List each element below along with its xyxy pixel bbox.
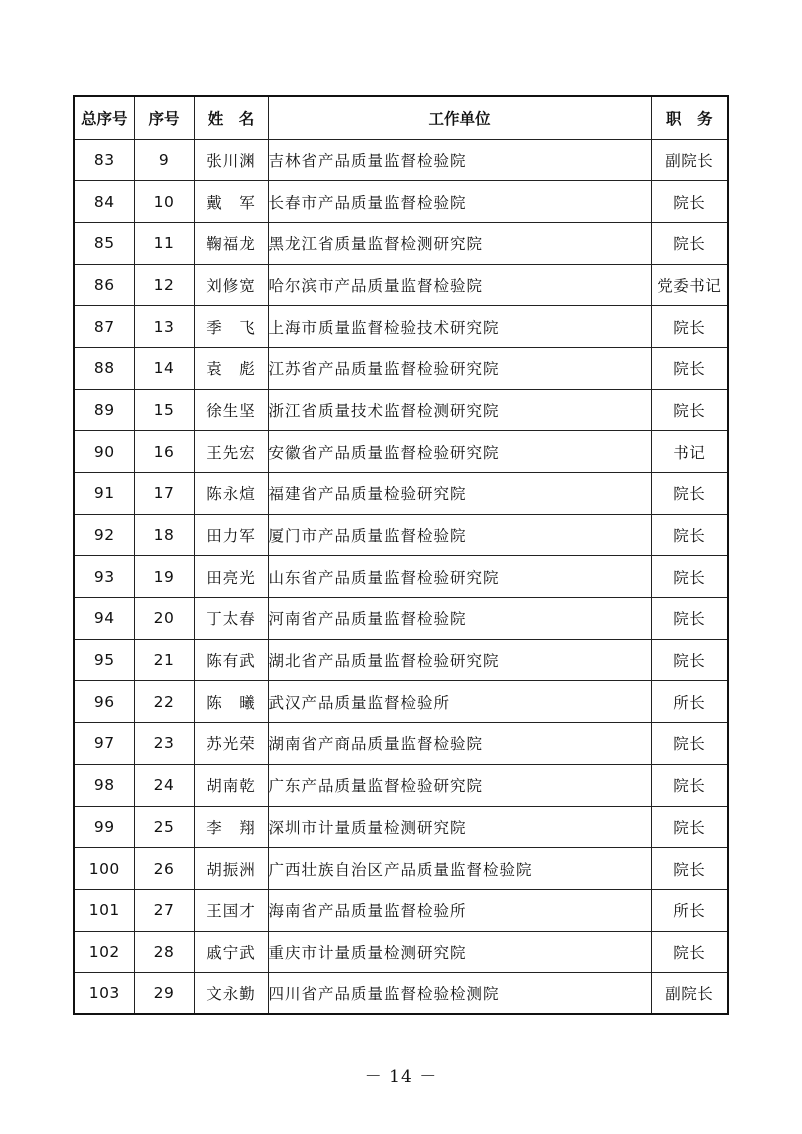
cell-name: 胡南乾: [194, 764, 268, 806]
cell-seq-no: 17: [134, 473, 194, 515]
cell-seq-no: 29: [134, 973, 194, 1015]
roster-table: [73, 95, 729, 1015]
cell-position: 书记: [651, 431, 728, 473]
table-row: [74, 222, 728, 264]
table-row: [74, 764, 728, 806]
cell-seq-no: 25: [134, 806, 194, 848]
cell-seq-no: 21: [134, 639, 194, 681]
cell-position: 院长: [651, 639, 728, 681]
cell-seq-no: 27: [134, 889, 194, 931]
table-row: [74, 806, 728, 848]
table-row: [74, 973, 728, 1015]
table-row: [74, 723, 728, 765]
cell-seq-no: 26: [134, 848, 194, 890]
cell-name: 王先宏: [194, 431, 268, 473]
cell-seq-no: 18: [134, 514, 194, 556]
table-row: [74, 639, 728, 681]
table-row: [74, 347, 728, 389]
cell-seq-no: 16: [134, 431, 194, 473]
cell-name: 田亮光: [194, 556, 268, 598]
cell-seq-no: 23: [134, 723, 194, 765]
cell-seq-no: 11: [134, 222, 194, 264]
cell-total-no: 86: [74, 264, 134, 306]
cell-unit: 广东产品质量监督检验研究院: [268, 764, 651, 806]
cell-position: 院长: [651, 556, 728, 598]
table-row: [74, 931, 728, 973]
header-name: 姓 名: [194, 96, 268, 139]
cell-name: 刘修宽: [194, 264, 268, 306]
cell-total-no: 93: [74, 556, 134, 598]
cell-total-no: 101: [74, 889, 134, 931]
cell-total-no: 84: [74, 181, 134, 223]
table-row: [74, 514, 728, 556]
cell-seq-no: 10: [134, 181, 194, 223]
cell-name: 袁 彪: [194, 347, 268, 389]
cell-unit: 山东省产品质量监督检验研究院: [268, 556, 651, 598]
cell-seq-no: 15: [134, 389, 194, 431]
cell-total-no: 102: [74, 931, 134, 973]
cell-total-no: 89: [74, 389, 134, 431]
cell-unit: 福建省产品质量检验研究院: [268, 473, 651, 515]
cell-total-no: 83: [74, 139, 134, 181]
cell-position: 院长: [651, 473, 728, 515]
header-row: [74, 96, 728, 139]
table-row: [74, 556, 728, 598]
cell-unit: 江苏省产品质量监督检验研究院: [268, 347, 651, 389]
cell-position: 院长: [651, 306, 728, 348]
cell-seq-no: 19: [134, 556, 194, 598]
cell-position: 党委书记: [651, 264, 728, 306]
cell-total-no: 103: [74, 973, 134, 1015]
cell-total-no: 91: [74, 473, 134, 515]
cell-position: 副院长: [651, 973, 728, 1015]
cell-seq-no: 12: [134, 264, 194, 306]
cell-unit: 四川省产品质量监督检验检测院: [268, 973, 651, 1015]
cell-position: 院长: [651, 222, 728, 264]
header-position: 职 务: [651, 96, 728, 139]
cell-unit: 湖北省产品质量监督检验研究院: [268, 639, 651, 681]
cell-seq-no: 13: [134, 306, 194, 348]
cell-total-no: 87: [74, 306, 134, 348]
cell-seq-no: 22: [134, 681, 194, 723]
cell-seq-no: 14: [134, 347, 194, 389]
cell-total-no: 94: [74, 598, 134, 640]
cell-name: 陈 曦: [194, 681, 268, 723]
cell-position: 所长: [651, 681, 728, 723]
cell-total-no: 92: [74, 514, 134, 556]
cell-total-no: 97: [74, 723, 134, 765]
cell-position: 院长: [651, 514, 728, 556]
cell-unit: 黑龙江省质量监督检测研究院: [268, 222, 651, 264]
cell-position: 院长: [651, 723, 728, 765]
cell-name: 胡振洲: [194, 848, 268, 890]
cell-unit: 吉林省产品质量监督检验院: [268, 139, 651, 181]
table-row: [74, 473, 728, 515]
cell-unit: 广西壮族自治区产品质量监督检验院: [268, 848, 651, 890]
cell-name: 戚宁武: [194, 931, 268, 973]
cell-position: 院长: [651, 764, 728, 806]
cell-name: 文永勤: [194, 973, 268, 1015]
cell-name: 徐生坚: [194, 389, 268, 431]
cell-total-no: 100: [74, 848, 134, 890]
cell-total-no: 96: [74, 681, 134, 723]
cell-seq-no: 20: [134, 598, 194, 640]
page-number: － 14 －: [364, 1067, 438, 1087]
table-row: [74, 264, 728, 306]
cell-unit: 深圳市计量质量检测研究院: [268, 806, 651, 848]
cell-name: 丁太春: [194, 598, 268, 640]
cell-name: 陈永煊: [194, 473, 268, 515]
table-body: [74, 139, 728, 1014]
cell-unit: 重庆市计量质量检测研究院: [268, 931, 651, 973]
cell-total-no: 99: [74, 806, 134, 848]
cell-seq-no: 9: [134, 139, 194, 181]
table-row: [74, 389, 728, 431]
cell-unit: 浙江省质量技术监督检测研究院: [268, 389, 651, 431]
table-row: [74, 598, 728, 640]
table-row: [74, 181, 728, 223]
cell-position: 所长: [651, 889, 728, 931]
table-row: [74, 681, 728, 723]
cell-name: 李 翔: [194, 806, 268, 848]
table-row: [74, 139, 728, 181]
cell-name: 季 飞: [194, 306, 268, 348]
header-unit: 工作单位: [268, 96, 651, 139]
cell-name: 鞠福龙: [194, 222, 268, 264]
cell-total-no: 98: [74, 764, 134, 806]
cell-name: 陈有武: [194, 639, 268, 681]
cell-name: 张川渊: [194, 139, 268, 181]
table-row: [74, 306, 728, 348]
cell-name: 苏光荣: [194, 723, 268, 765]
cell-seq-no: 28: [134, 931, 194, 973]
cell-total-no: 85: [74, 222, 134, 264]
cell-name: 田力军: [194, 514, 268, 556]
cell-position: 院长: [651, 181, 728, 223]
cell-total-no: 95: [74, 639, 134, 681]
cell-position: 院长: [651, 389, 728, 431]
header-total-no: 总序号: [74, 96, 134, 139]
cell-unit: 厦门市产品质量监督检验院: [268, 514, 651, 556]
cell-name: 戴 军: [194, 181, 268, 223]
cell-unit: 哈尔滨市产品质量监督检验院: [268, 264, 651, 306]
cell-unit: 上海市质量监督检验技术研究院: [268, 306, 651, 348]
cell-unit: 河南省产品质量监督检验院: [268, 598, 651, 640]
cell-position: 副院长: [651, 139, 728, 181]
table-row: [74, 431, 728, 473]
cell-unit: 武汉产品质量监督检验所: [268, 681, 651, 723]
cell-unit: 海南省产品质量监督检验所: [268, 889, 651, 931]
header-seq-no: 序号: [134, 96, 194, 139]
cell-position: 院长: [651, 347, 728, 389]
cell-position: 院长: [651, 598, 728, 640]
cell-unit: 湖南省产商品质量监督检验院: [268, 723, 651, 765]
cell-total-no: 90: [74, 431, 134, 473]
cell-total-no: 88: [74, 347, 134, 389]
cell-seq-no: 24: [134, 764, 194, 806]
table-row: [74, 889, 728, 931]
cell-unit: 安徽省产品质量监督检验研究院: [268, 431, 651, 473]
cell-position: 院长: [651, 806, 728, 848]
table-row: [74, 848, 728, 890]
cell-position: 院长: [651, 931, 728, 973]
cell-unit: 长春市产品质量监督检验院: [268, 181, 651, 223]
table-header: [74, 96, 728, 139]
cell-position: 院长: [651, 848, 728, 890]
cell-name: 王国才: [194, 889, 268, 931]
